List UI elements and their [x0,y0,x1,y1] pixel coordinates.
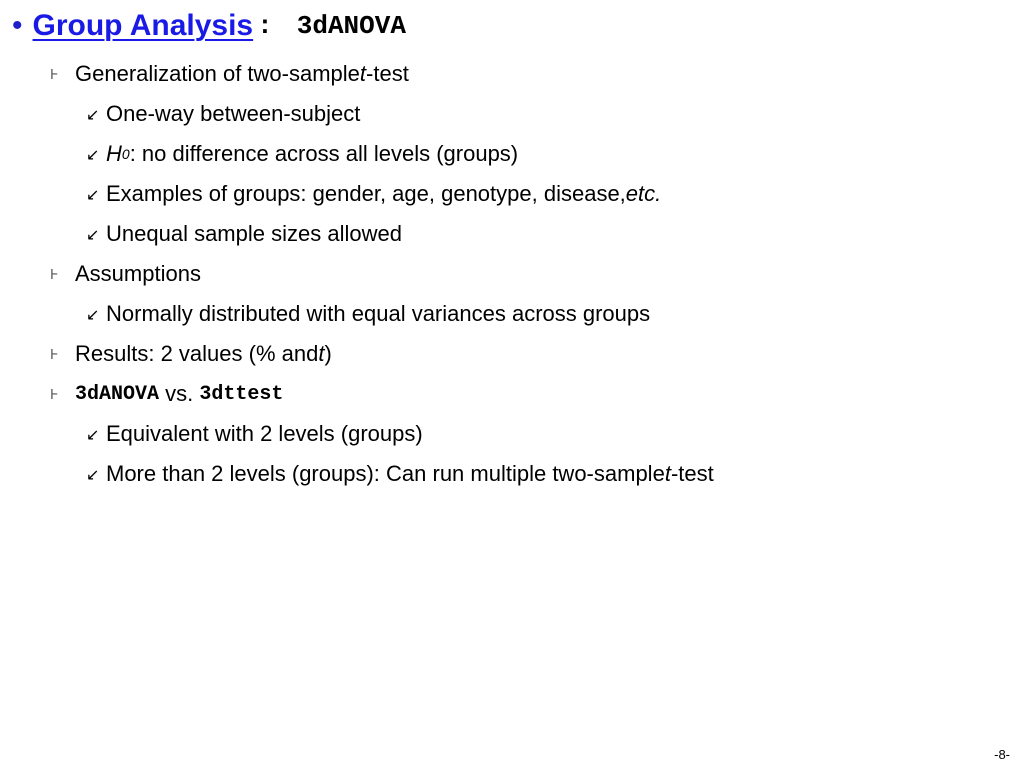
list-item-assumptions [50,259,201,289]
list-item-generalization [50,59,409,89]
item-text: Examples of groups: gender, age, genotype, disease, [106,181,626,206]
item-tail: -test [670,461,714,486]
item-text: : no difference across all levels (groups) [129,141,519,166]
arrow-bullet-icon: ↙ [86,304,100,324]
item-text: Assumptions [75,261,201,286]
arrow-bullet-icon: ↙ [86,184,100,204]
command-3danova: 3dANOVA [75,382,160,406]
title-bullet: • [12,9,23,42]
item-italic: t [318,341,325,366]
list-item-unequal [86,219,402,249]
bullet-icon: Ⱶ [50,267,59,283]
command-3dttest: 3dttest [199,382,284,406]
item-text: Results: 2 values (% and [75,341,319,366]
arrow-bullet-icon: ↙ [86,104,100,124]
item-text: Normally distributed with equal variances across groups [106,301,651,326]
title-command: 3dANOVA [296,11,406,41]
list-item-h0 [86,139,518,169]
item-text: vs. [159,381,200,406]
list-item-one-way [86,99,360,129]
item-text: One-way between-subject [106,101,361,126]
bullet-icon: Ⱶ [50,387,59,403]
item-text: Generalization of two-sample [75,61,360,86]
item-tail: -test [366,61,409,86]
slide-title [12,6,406,46]
list-item-more-than [86,459,714,489]
item-text: Equivalent with 2 levels (groups) [106,421,423,446]
arrow-bullet-icon: ↙ [86,144,100,164]
item-text: More than 2 levels (groups): Can run multiple two-sample [106,461,665,486]
list-item-results [50,339,332,369]
item-italic: etc. [625,181,662,206]
item-text: Unequal sample sizes allowed [106,221,402,246]
bullet-icon: Ⱶ [50,347,59,363]
item-tail: ) [324,341,332,366]
bullet-icon: Ⱶ [50,67,59,83]
arrow-bullet-icon: ↙ [86,464,100,484]
page-number: -8- [994,747,1010,762]
item-subscript: 0 [121,146,130,162]
title-separator: : [257,11,273,41]
item-italic: t [664,461,671,486]
item-italic: t [359,61,367,86]
list-item-equivalent [86,419,423,449]
arrow-bullet-icon: ↙ [86,224,100,244]
list-item-normally [86,299,650,329]
arrow-bullet-icon: ↙ [86,424,100,444]
list-item-vs [50,379,283,409]
item-italic: H [106,141,122,166]
group-analysis-link[interactable]: Group Analysis [32,9,254,42]
list-item-examples [86,179,661,209]
